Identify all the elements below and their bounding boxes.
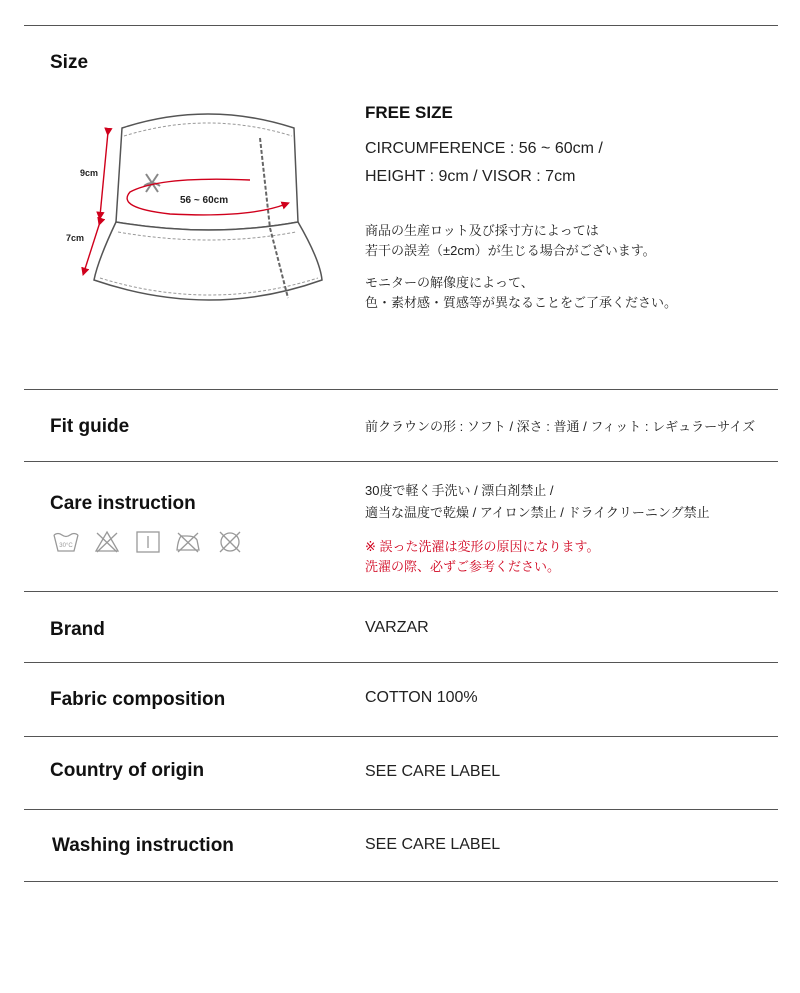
no-bleach-icon	[94, 530, 120, 554]
hand-wash-30-icon	[53, 530, 79, 554]
bucket-hat-diagram	[60, 100, 340, 320]
size-note2-line2: 色・素材感・質感等が異なることをご了承ください。	[365, 295, 678, 310]
fit-guide-label: Fit guide	[50, 416, 130, 437]
brand-label: Brand	[50, 619, 105, 640]
free-size-title: FREE SIZE	[365, 103, 453, 122]
size-note1-line1: 商品の生産ロット及び採寸方によっては	[365, 223, 599, 238]
circumference-label: 56 ~ 60cm	[180, 195, 229, 206]
divider-fit	[24, 461, 778, 462]
brand-value: VARZAR	[365, 619, 429, 636]
divider-bottom	[24, 881, 778, 882]
care-warning1: ※ 誤った洗濯は変形の原因になります。	[365, 539, 600, 554]
divider-care	[24, 591, 778, 592]
hat-crown	[116, 114, 298, 230]
care-line2: 適当な温度で乾燥 / アイロン禁止 / ドライクリーニング禁止	[365, 505, 710, 520]
origin-label: Country of origin	[50, 760, 205, 781]
washing-label: Washing instruction	[52, 835, 234, 856]
divider-size	[24, 389, 778, 390]
wash-temp-text: 30°C	[59, 543, 73, 549]
no-iron-icon	[175, 530, 201, 554]
divider-origin	[24, 809, 778, 810]
divider-fabric	[24, 736, 778, 737]
size-note1-line2: 若干の誤差（±2cm）が生じる場合がございます。	[365, 243, 656, 258]
size-heading: Size	[50, 52, 89, 73]
care-line1: 30度で軽く手洗い / 漂白剤禁止 /	[365, 483, 554, 498]
no-dry-clean-icon	[217, 530, 243, 554]
divider-top	[24, 25, 778, 26]
care-instruction-label: Care instruction	[50, 493, 196, 514]
divider-brand	[24, 662, 778, 663]
origin-value: SEE CARE LABEL	[365, 763, 501, 780]
care-warning2: 洗濯の際、必ずご参考ください。	[365, 559, 561, 574]
fit-guide-value: 前クラウンの形 : ソフト / 深さ : 普通 / フィット : レギュラーサイズ	[365, 419, 756, 434]
fabric-value: COTTON 100%	[365, 689, 478, 706]
dry-icon	[135, 530, 161, 554]
size-spec-line2: HEIGHT : 9cm / VISOR : 7cm	[365, 168, 576, 185]
fabric-label: Fabric composition	[50, 689, 226, 710]
height-label: 9cm	[80, 168, 99, 178]
size-spec-line1: CIRCUMFERENCE : 56 ~ 60cm /	[365, 140, 603, 157]
visor-label: 7cm	[66, 233, 85, 243]
size-note2-line1: モニターの解像度によって、	[365, 275, 534, 290]
washing-value: SEE CARE LABEL	[365, 836, 501, 853]
